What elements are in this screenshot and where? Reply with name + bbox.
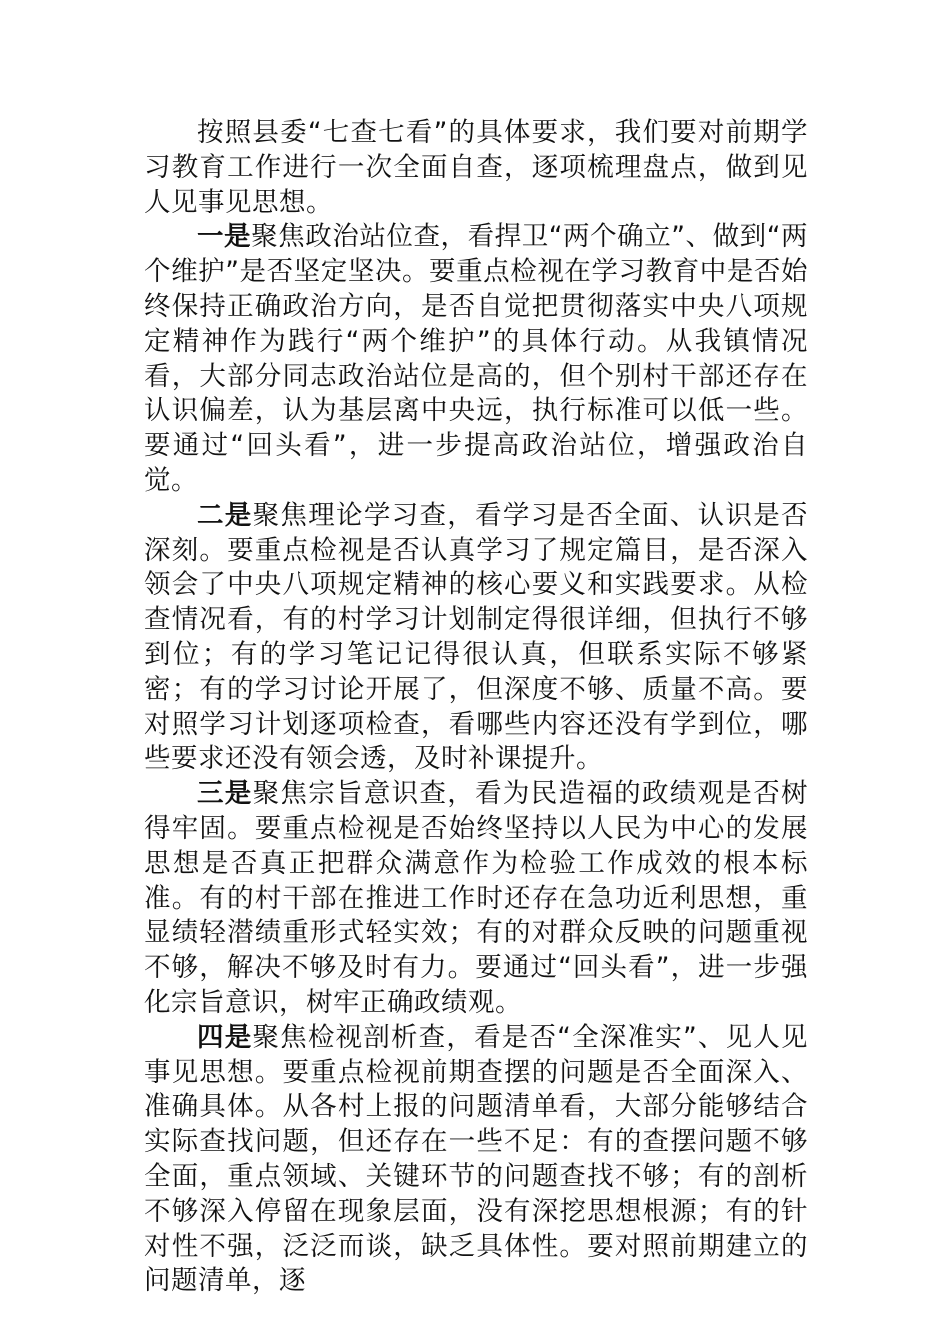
paragraph-point-4 — [144, 1021, 808, 1299]
paragraph-lead: 二是 — [197, 499, 253, 531]
paragraph-text: 聚焦检视剖析查，看是否“全深准实”、见人见事见思想。要重点检视前期查摆的问题是否全面深入、准确具体。从各村上报的问题清单看，大部分能够结合实际查找问题，但还存在一些不足：有的查摆问题不够全面，重点领域、关键环节的问题查找不够；有的剖析不够深入停留在现象层面，没有深挖思想根源；有的针对性不强，泛泛而谈，缺乏具体性。要对照前期建立的问题清单，逐 — [144, 1021, 808, 1297]
document-body — [144, 116, 808, 1299]
paragraph-lead: 四是 — [197, 1021, 253, 1053]
paragraph-text: 聚焦理论学习查，看学习是否全面、认识是否深刻。要重点检视是否认真学习了规定篇目，是否深入领会了中央八项规定精神的核心要义和实践要求。从检查情况看，有的村学习计划制定得很详细，但执行不够到位；有的学习笔记记得很认真，但联系实际不够紧密；有的学习讨论开展了，但深度不够、质量不高。要对照学习计划逐项检查，看哪些内容还没有学到位，哪些要求还没有领会透，及时补课提升。 — [144, 499, 809, 775]
paragraph-lead: 一是 — [197, 221, 252, 253]
paragraph-text: 聚焦政治站位查，看捍卫“两个确立”、做到“两个维护”是否坚定坚决。要重点检视在学习教育中是否始终保持正确政治方向，是否自觉把贯彻落实中央八项规定精神作为践行“两个维护”的具体行动。从我镇情况看，大部分同志政治站位是高的，但个别村干部还存在认识偏差，认为基层离中央远，执行标准可以低一些。要通过“回头看”，进一步提高政治站位，增强政治自觉。 — [144, 221, 809, 496]
paragraph-point-1 — [144, 220, 808, 498]
paragraph-intro — [144, 116, 808, 220]
paragraph-point-2 — [144, 499, 808, 777]
paragraph-lead: 三是 — [197, 778, 253, 810]
paragraph-point-3 — [144, 777, 808, 1021]
paragraph-text: 按照县委“七查七看”的具体要求，我们要对前期学习教育工作进行一次全面自查，逐项梳理盘点，做到见人见事见思想。 — [144, 117, 808, 218]
paragraph-text: 聚焦宗旨意识查，看为民造福的政绩观是否树得牢固。要重点检视是否始终坚持以人民为中心的发展思想是否真正把群众满意作为检验工作成效的根本标准。有的村干部在推进工作时还存在急功近利思想，重显绩轻潜绩重形式轻实效；有的对群众反映的问题重视不够，解决不够及时有力。要通过“回头看”，进一步强化宗旨意识，树牢正确政绩观。 — [144, 778, 809, 1018]
